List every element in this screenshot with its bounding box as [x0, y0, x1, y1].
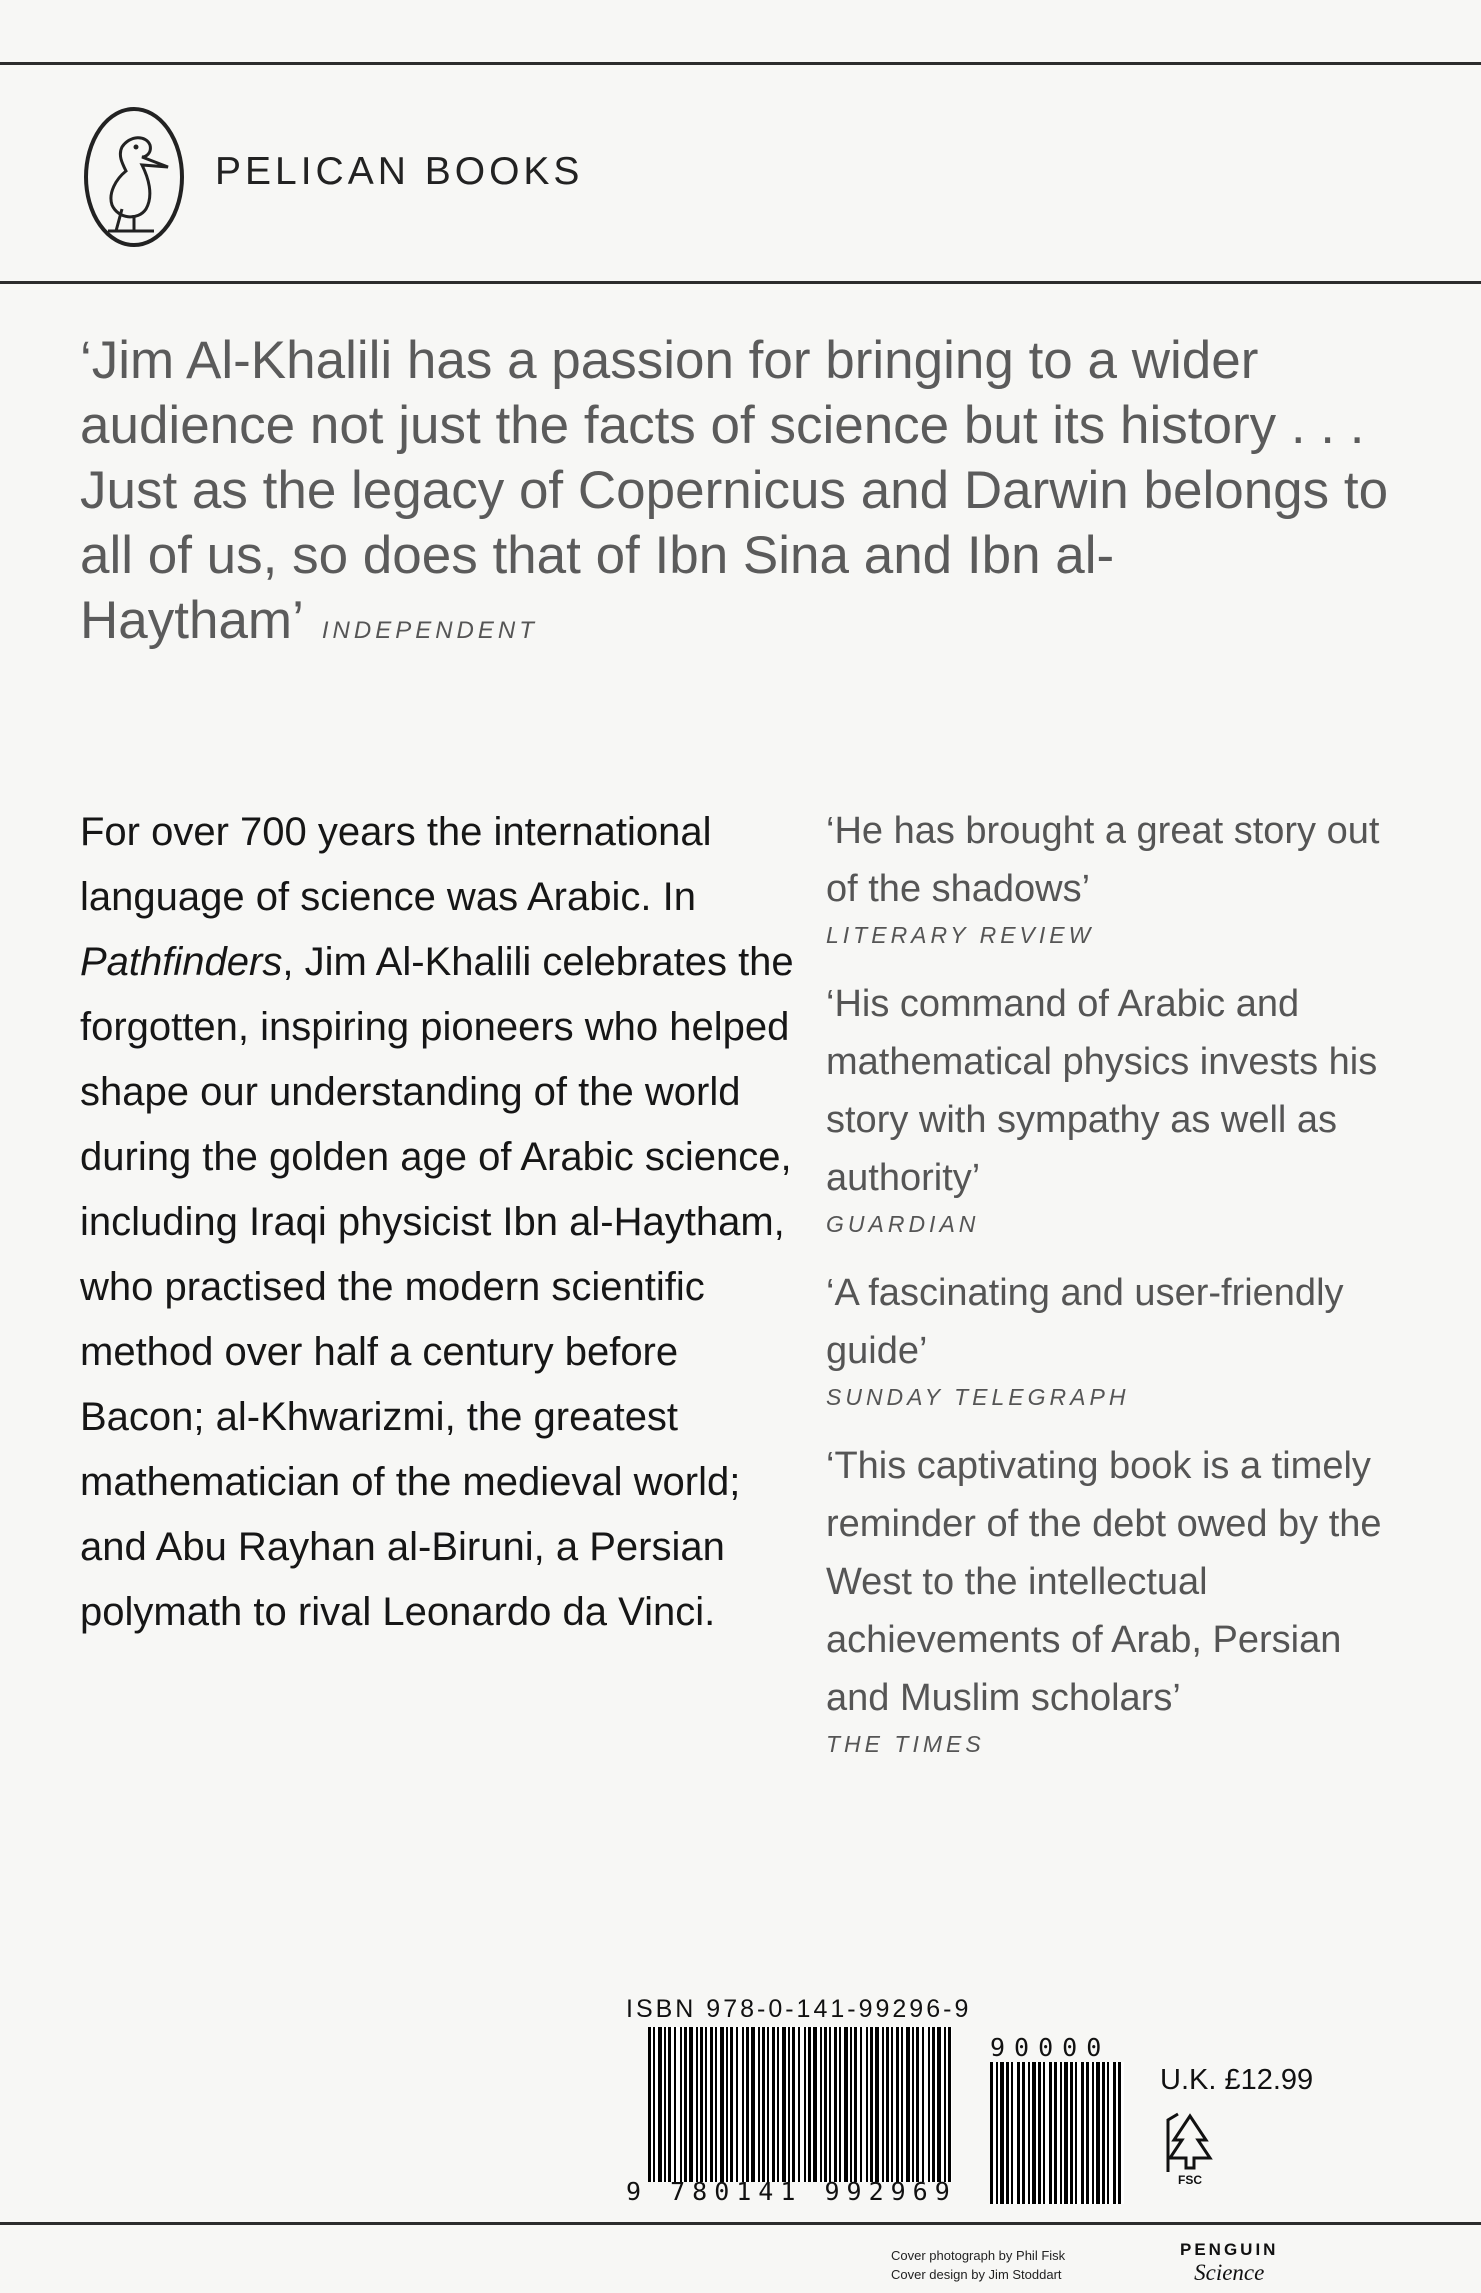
review-text: ‘A fascinating and user-friendly guide’: [826, 1272, 1344, 1372]
review-item: [826, 802, 1386, 949]
barcode-bar: [912, 2027, 914, 2182]
barcode-bar: [758, 2027, 760, 2182]
barcode-bar: [715, 2027, 717, 2182]
barcode-bar: [906, 2027, 910, 2182]
imprint-logo: [1180, 2240, 1278, 2286]
barcode-bar: [1038, 2062, 1041, 2204]
review-list: [826, 802, 1386, 1784]
barcode-bar: [1096, 2062, 1100, 2204]
addon-digits: 90000: [990, 2033, 1111, 2062]
barcode-bar: [742, 2027, 744, 2182]
bottom-rule: [0, 2222, 1481, 2225]
imprint-science: Science: [1194, 2260, 1265, 2285]
barcode-bar: [751, 2027, 755, 2182]
barcode-bar: [937, 2027, 941, 2182]
barcode-bar: [1022, 2062, 1025, 2204]
review-text: ‘He has brought a great story out of the shadows’: [826, 810, 1380, 910]
review-source: THE TIMES: [826, 1731, 985, 1757]
barcode-bar: [1017, 2062, 1020, 2204]
barcode-bar: [824, 2027, 827, 2182]
barcode-bar: [834, 2027, 837, 2182]
barcode-bar: [658, 2027, 662, 2182]
barcode-bar: [875, 2027, 879, 2182]
barcode-bar: [792, 2027, 795, 2182]
barcode-bar: [882, 2027, 884, 2182]
review-source: SUNDAY TELEGRAPH: [826, 1384, 1130, 1410]
barcode-bar: [896, 2027, 899, 2182]
barcode-bar: [1118, 2062, 1121, 2204]
barcode-bar: [922, 2027, 924, 2182]
barcode-bar: [1086, 2062, 1089, 2204]
barcode-bar: [901, 2027, 903, 2182]
top-rule: [0, 62, 1481, 65]
barcode-bar: [808, 2027, 811, 2182]
price-label: U.K. £12.99: [1160, 2064, 1314, 2096]
barcode-bar: [668, 2027, 671, 2182]
barcode-bar: [777, 2027, 779, 2182]
barcode-bar: [700, 2027, 703, 2182]
barcode-bar: [844, 2027, 848, 2182]
barcode-bar: [1070, 2062, 1073, 2204]
barcode-bar: [860, 2027, 862, 2182]
barcode-bar: [1032, 2062, 1036, 2204]
barcode-bar: [1011, 2062, 1013, 2204]
barcode-bar: [1000, 2062, 1004, 2204]
addon-barcode: [990, 2062, 1124, 2204]
barcode-bar: [886, 2027, 889, 2182]
barcode-bar: [1113, 2062, 1116, 2204]
barcode-bar: [928, 2027, 930, 2182]
headline-quote-source: INDEPENDENT: [321, 617, 538, 644]
barcode-digits: 9 780141 992969: [626, 2177, 957, 2206]
barcode-bar: [736, 2027, 738, 2182]
header-rule: [0, 281, 1481, 284]
barcode-bar: [705, 2027, 707, 2182]
barcode-bar: [720, 2027, 724, 2182]
barcode-bar: [1081, 2062, 1084, 2204]
barcode-bar: [916, 2027, 919, 2182]
barcode-bar: [829, 2027, 831, 2182]
barcode-bar: [788, 2027, 790, 2182]
barcode-bar: [1102, 2062, 1105, 2204]
barcode-bar: [1054, 2062, 1057, 2204]
barcode-bar: [1075, 2062, 1077, 2204]
barcode-bar: [762, 2027, 765, 2182]
barcode-bar: [746, 2027, 749, 2182]
headline-quote: [80, 328, 1400, 663]
barcode-bar: [1060, 2062, 1062, 2204]
barcode-bar: [1064, 2062, 1068, 2204]
barcode-bar: [684, 2027, 687, 2182]
barcode-bar: [726, 2027, 728, 2182]
photo-credit: Cover photograph by Phil Fisk: [891, 2248, 1066, 2263]
barcode-bar: [820, 2027, 822, 2182]
barcode-bar: [891, 2027, 893, 2182]
barcode-bar: [850, 2027, 852, 2182]
barcode-bar: [782, 2027, 786, 2182]
barcode-bar: [710, 2027, 713, 2182]
barcode-bar: [680, 2027, 682, 2182]
review-text: ‘His command of Arabic and mathematical physics invests his story with sympathy as well as authority’: [826, 983, 1378, 1199]
barcode-bar: [944, 2027, 946, 2182]
fsc-label: FSC: [1178, 2173, 1202, 2187]
review-source: GUARDIAN: [826, 1211, 980, 1237]
barcode-bar: [948, 2027, 951, 2182]
barcode-bar: [664, 2027, 666, 2182]
barcode-bar: [1006, 2062, 1009, 2204]
review-source: LITERARY REVIEW: [826, 922, 1095, 948]
pelican-logo-icon: [82, 105, 187, 250]
isbn-label: ISBN 978-0-141-99296-9: [626, 1995, 972, 2023]
review-item: [826, 1437, 1386, 1758]
book-blurb: [80, 800, 800, 1645]
isbn-barcode: [648, 2027, 952, 2182]
barcode-bar: [870, 2027, 873, 2182]
review-text: ‘This captivating book is a timely reminder of the debt owed by the West to the intellectual achievements of Arab, Persian and Muslim scholars’: [826, 1445, 1382, 1719]
design-credit: Cover design by Jim Stoddart: [891, 2267, 1062, 2282]
barcode-bar: [772, 2027, 775, 2182]
review-item: [826, 975, 1386, 1238]
imprint-penguin: PENGUIN: [1180, 2240, 1279, 2259]
barcode-bar: [696, 2027, 698, 2182]
barcode-bar: [813, 2027, 817, 2182]
barcode-bar: [932, 2027, 935, 2182]
cover-credits: [891, 2246, 1065, 2284]
barcode-bar: [1043, 2062, 1045, 2204]
barcode-bar: [1049, 2062, 1052, 2204]
barcode-bar: [866, 2027, 868, 2182]
barcode-bar: [839, 2027, 841, 2182]
barcode-bar: [674, 2027, 676, 2182]
publisher-name: PELICAN BOOKS: [215, 150, 584, 193]
barcode-bar: [798, 2027, 800, 2182]
barcode-bar: [1028, 2062, 1030, 2204]
barcode-bar: [767, 2027, 769, 2182]
blurb-part-1: For over 700 years the international language of science was Arabic. In: [80, 810, 712, 919]
barcode-bar: [804, 2027, 806, 2182]
fsc-logo: [1160, 2110, 1220, 2192]
barcode-bar: [1092, 2062, 1094, 2204]
book-title: Pathfinders: [80, 940, 283, 984]
barcode-bar: [990, 2062, 993, 2204]
barcode-bar: [730, 2027, 733, 2182]
barcode-bar: [689, 2027, 693, 2182]
barcode-bar: [653, 2027, 655, 2182]
review-item: [826, 1264, 1386, 1411]
headline-quote-text: ‘Jim Al-Khalili has a passion for bringing to a wider audience not just the facts of science but its history . . . Just as the legacy of Copernicus and Darwin belongs to all of us, so does that of Ibn Sina and Ibn al-Haytham’: [80, 331, 1389, 650]
blurb-part-2: , Jim Al-Khalili celebrates the forgotten, inspiring pioneers who helped shape our understanding of the world during the golden age of Arabic science, including Iraqi physicist Ibn al-Haytham, who practised the modern scientific method over half a century before Bacon; al-Khwarizmi, the greatest mathematician of the medieval world; and Abu Rayhan al-Biruni, a Persian polymath to rival Leonardo da Vinci.: [80, 940, 794, 1634]
barcode-bar: [996, 2062, 998, 2204]
barcode-bar: [1107, 2062, 1109, 2204]
barcode-bar: [648, 2027, 651, 2182]
barcode-bar: [854, 2027, 857, 2182]
